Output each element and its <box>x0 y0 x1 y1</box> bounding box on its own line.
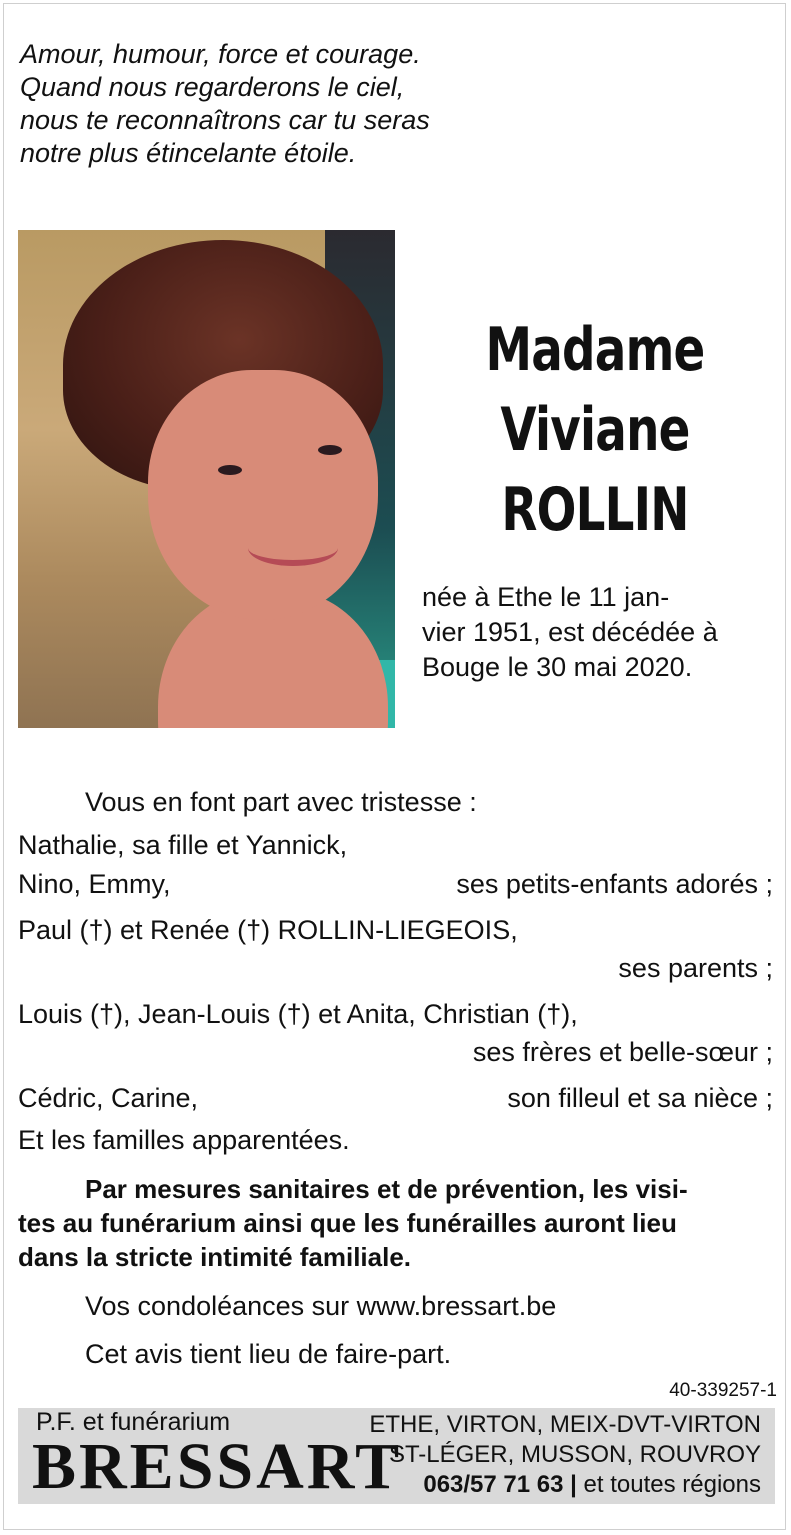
poem-line: Quand nous regarderons le ciel, <box>20 72 405 102</box>
poem-line: Amour, humour, force et courage. <box>20 39 421 69</box>
funeral-home-brand: BRESSART <box>32 1430 403 1503</box>
towns-line: ETHE, VIRTON, MEIX-DVT-VIRTON <box>369 1411 761 1438</box>
name-last: ROLLIN <box>501 475 689 545</box>
portrait-photo <box>18 230 395 728</box>
poem <box>20 38 580 170</box>
notice-line: tes au funérarium ainsi que les funérailles auront lieu <box>18 1208 677 1238</box>
family-line: Louis (†), Jean-Louis (†) et Anita, Christian (†), <box>18 999 578 1029</box>
notice-line: Par mesures sanitaires et de prévention, les visi- <box>85 1174 688 1204</box>
poem-line: nous te reconnaîtrons car tu seras <box>20 105 430 135</box>
family-relation: ses parents ; <box>618 953 773 983</box>
condolences-line: Vos condoléances sur www.bressart.be <box>85 1291 557 1321</box>
notice-line: dans la stricte intimité familiale. <box>18 1242 412 1272</box>
birth-line: Bouge le 30 mai 2020. <box>422 652 693 682</box>
name-title: Madame <box>485 315 705 385</box>
family-names: Nino, Emmy, <box>18 869 171 899</box>
regions-text: et toutes régions <box>583 1471 761 1498</box>
birth-line: née à Ethe le 11 jan- <box>422 582 670 612</box>
funeral-home-locations <box>369 1410 761 1500</box>
birth-death-info <box>422 580 770 685</box>
family-names: Cédric, Carine, <box>18 1083 199 1113</box>
separator: | <box>570 1471 577 1498</box>
towns-line: ST-LÉGER, MUSSON, ROUVROY <box>388 1441 761 1468</box>
family-line <box>18 1078 773 1119</box>
family-relation: ses frères et belle-sœur ; <box>472 1037 773 1067</box>
name-first: Viviane <box>500 395 690 465</box>
family-line <box>18 864 773 905</box>
poem-line: notre plus étincelante étoile. <box>20 138 357 168</box>
funeral-home-label: P.F. et funérarium <box>36 1408 231 1436</box>
announce-line: Vous en font part avec tristesse : <box>85 787 477 817</box>
funeral-home-banner <box>18 1408 775 1504</box>
family-line: Paul (†) et Renée (†) ROLLIN-LIEGEOIS, <box>18 915 518 945</box>
family-line: Nathalie, sa fille et Yannick, <box>18 830 348 860</box>
birth-line: vier 1951, est décédée à <box>422 617 718 647</box>
phone-number: 063/57 71 63 <box>423 1471 564 1498</box>
family-line: Et les familles apparentées. <box>18 1125 350 1155</box>
reference-number: 40-339257-1 <box>669 1380 777 1401</box>
family-relation: son filleul et sa nièce ; <box>507 1083 773 1113</box>
deceased-name <box>459 310 732 550</box>
family-relation: ses petits-enfants adorés ; <box>456 869 773 899</box>
faire-part-line: Cet avis tient lieu de faire-part. <box>85 1339 452 1369</box>
contact-line <box>369 1470 761 1500</box>
